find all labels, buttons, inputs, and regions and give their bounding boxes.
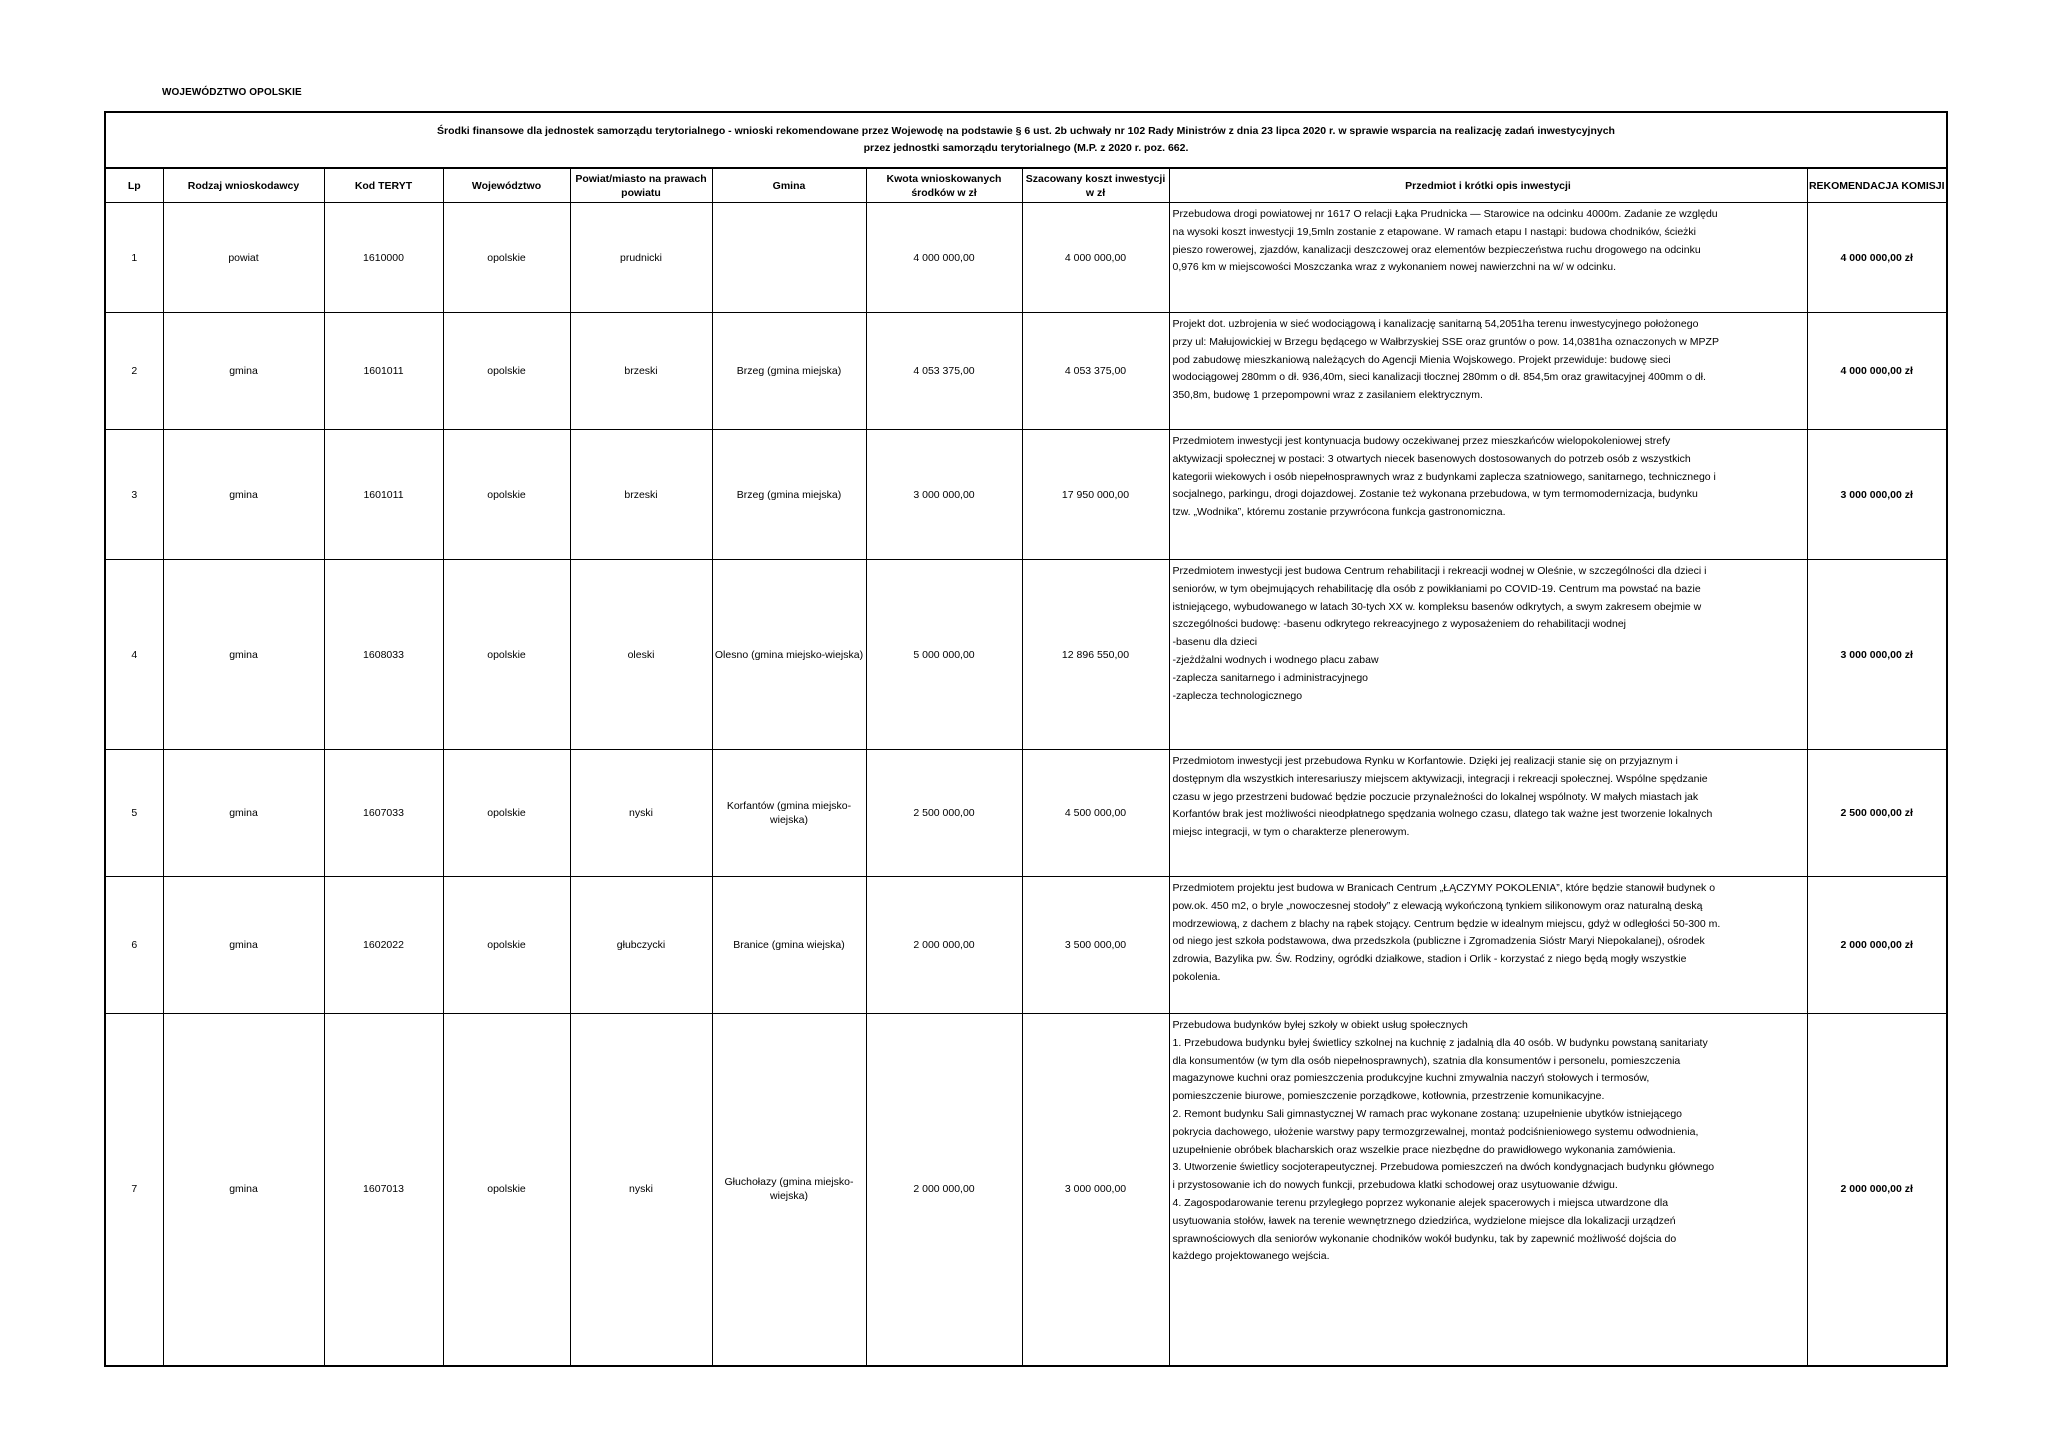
cell-kwota: 5 000 000,00 [866,560,1022,750]
cell-wojewodztwo: opolskie [443,430,570,560]
cell-opis: Przebudowa budynków byłej szkoły w obiekt usług społecznych 1. Przebudowa budynku byłej świetlicy szkolnej na kuchnię z jadalnią dla 40 osób. W budynku powstaną sanitariaty dla konsumentów (w tym dla osób niepełnosprawnych), szatnia dla konsumentów i personelu, pomieszczenia magazynowe kuchni oraz pomieszczenia produkcyjne kuchni zmywalnia naczyń stołowych i termosów, pomieszczenie biurowe, pomieszczenie porządkowe, kotłownia, przestrzenie komunikacyjne. 2. Remont budynku Sali gimnastycznej W ramach prac wykonane zostaną: uzupełnienie ubytków istniejącego pokrycia dachowego, ułożenie warstwy papy termozgrzewalnej, montaż podciśnieniowego systemu odwodnienia, uzupełnienie obróbek blacharskich oraz wszelkie prace niezbędne do prawidłowego wykonania zamówienia. 3. Utworzenie świetlicy socjoterapeutycznej. Przebudowa pomieszczeń na dwóch kondygnacjach budynku głównego i przystosowanie ich do nowych funkcji, przebudowa klatki schodowej oraz usytuowanie dźwigu. 4. Zagospodarowanie terenu przyległego poprzez wykonanie alejek spacerowych i miejsca utwardzone dla usytuowania stołów, ławek na terenie wewnętrznego dziedzińca, wydzielone miejsce dla lokalizacji urządzeń sprawnościowych dla seniorów wykonanie chodników wokół budynku, tak by zapewnić możliwość dojścia do każdego projektowanego wejścia. [1169,1014,1807,1365]
cell-koszt: 3 000 000,00 [1022,1014,1169,1365]
cell-teryt: 1610000 [324,203,443,313]
cell-teryt: 1608033 [324,560,443,750]
table-header-row [106,169,1946,203]
cell-rekomendacja: 2 500 000,00 zł [1807,750,1946,877]
cell-lp: 5 [106,750,163,877]
cell-rodzaj: powiat [163,203,324,313]
cell-powiat: nyski [570,1014,712,1365]
cell-rodzaj: gmina [163,313,324,430]
cell-lp: 2 [106,313,163,430]
region-label: WOJEWÓDZTWO OPOLSKIE [162,87,302,98]
cell-lp: 7 [106,1014,163,1365]
cell-gmina [712,203,866,313]
table-row [106,1014,1946,1365]
cell-gmina: Olesno (gmina miejsko-wiejska) [712,560,866,750]
cell-rodzaj: gmina [163,1014,324,1365]
cell-opis: Przedmiotem inwestycji jest budowa Centrum rehabilitacji i rekreacji wodnej w Oleśnie, w szczególności dla dzieci i seniorów, w tym obejmujących rehabilitację dla osób z powikłaniami po COVID-19. Centrum ma powstać na bazie istniejącego, wybudowanego w latach 30-tych XX w. kompleksu basenów odkrytych, a swym zakresem obejmie w szczególności budowę: -basenu odkrytego rekreacyjnego z wyposażeniem do rehabilitacji wodnej -basenu dla dzieci -zjeżdżalni wodnych i wodnego placu zabaw -zaplecza sanitarnego i administracyjnego -zaplecza technologicznego [1169,560,1807,750]
cell-koszt: 4 053 375,00 [1022,313,1169,430]
table-row [106,313,1946,430]
table-row [106,750,1946,877]
cell-rodzaj: gmina [163,430,324,560]
cell-kwota: 2 000 000,00 [866,877,1022,1014]
header-kwota: Kwota wnioskowanych środków w zł [866,169,1022,203]
cell-lp: 3 [106,430,163,560]
cell-wojewodztwo: opolskie [443,750,570,877]
cell-kwota: 4 053 375,00 [866,313,1022,430]
cell-koszt: 4 000 000,00 [1022,203,1169,313]
table-row [106,203,1946,313]
cell-wojewodztwo: opolskie [443,560,570,750]
cell-opis: Przedmiotem inwestycji jest kontynuacja budowy oczekiwanej przez mieszkańców wielopokoleniowej strefy aktywizacji społecznej w postaci: 3 otwartych niecek basenowych dostosowanych do potrzeb osób z wszystkich kategorii wiekowych i osób niepełnosprawnych wraz z budynkami zaplecza szatniowego, sanitarnego, technicznego i socjalnego, parkingu, drogi dojazdowej. Zostanie też wykonana przebudowa, w tym termomodernizacja, budynku tzw. „Wodnika”, któremu zostanie przywrócona funkcja gastronomiczna. [1169,430,1807,560]
header-wojewodztwo: Województwo [443,169,570,203]
cell-powiat: nyski [570,750,712,877]
cell-koszt: 12 896 550,00 [1022,560,1169,750]
table-row [106,430,1946,560]
cell-powiat: brzeski [570,313,712,430]
cell-teryt: 1602022 [324,877,443,1014]
cell-wojewodztwo: opolskie [443,877,570,1014]
cell-rekomendacja: 3 000 000,00 zł [1807,560,1946,750]
header-gmina: Gmina [712,169,866,203]
cell-rodzaj: gmina [163,560,324,750]
cell-gmina: Korfantów (gmina miejsko-wiejska) [712,750,866,877]
cell-powiat: prudnicki [570,203,712,313]
cell-opis: Projekt dot. uzbrojenia w sieć wodociągową i kanalizację sanitarną 54,2051ha terenu inwestycyjnego położonego przy ul: Małujowickiej w Brzegu będącego w Wałbrzyskiej SSE oraz gruntów o pow. 14,0381ha oznaczonych w MPZP pod zabudowę mieszkaniową należących do Agencji Mienia Wojskowego. Projekt przewiduje: budowę sieci wodociągowej 280mm o dł. 936,40m, sieci kanalizacji tłocznej 280mm o dł. 854,5m oraz grawitacyjnej 400mm o dł. 350,8m, budowę 1 przepompowni wraz z zasilaniem elektrycznym. [1169,313,1807,430]
cell-wojewodztwo: opolskie [443,313,570,430]
cell-koszt: 3 500 000,00 [1022,877,1169,1014]
cell-gmina: Brzeg (gmina miejska) [712,430,866,560]
cell-teryt: 1607033 [324,750,443,877]
cell-wojewodztwo: opolskie [443,203,570,313]
table-row [106,877,1946,1014]
cell-kwota: 2 500 000,00 [866,750,1022,877]
cell-kwota: 4 000 000,00 [866,203,1022,313]
cell-koszt: 17 950 000,00 [1022,430,1169,560]
table-title-line-2: przez jednostki samorządu terytorialnego (M.P. z 2020 r. poz. 662. [863,142,1189,154]
header-opis: Przedmiot i krótki opis inwestycji [1169,169,1807,203]
cell-wojewodztwo: opolskie [443,1014,570,1365]
table-title-line-1: Środki finansowe dla jednostek samorządu terytorialnego - wnioski rekomendowane przez Wojewodę na podstawie § 6 ust. 2b uchwały nr 102 Rady Ministrów z dnia 23 lipca 2020 r. w sprawie wsparcia na realizację zadań inwestycyjnych [437,125,1615,137]
cell-lp: 6 [106,877,163,1014]
cell-powiat: brzeski [570,430,712,560]
cell-teryt: 1601011 [324,430,443,560]
cell-teryt: 1607013 [324,1014,443,1365]
applications-table [106,169,1946,1365]
cell-kwota: 3 000 000,00 [866,430,1022,560]
header-rekomendacja: REKOMENDACJA KOMISJI [1807,169,1946,203]
cell-powiat: oleski [570,560,712,750]
cell-teryt: 1601011 [324,313,443,430]
cell-kwota: 2 000 000,00 [866,1014,1022,1365]
cell-opis: Przedmiotom inwestycji jest przebudowa Rynku w Korfantowie. Dzięki jej realizacji stanie się on przyjaznym i dostępnym dla wszystkich interesariuszy miejscem aktywizacji, integracji i rekreacji społecznej. Wspólne spędzanie czasu w jego przestrzeni budować będzie poczucie przynależności do lokalnej wspólnoty. W małych miastach jak Korfantów brak jest możliwości nieodpłatnego spędzania wolnego czasu, dlatego tak ważne jest tworzenie lokalnych miejsc integracji, w tym o charakterze plenerowym. [1169,750,1807,877]
cell-powiat: głubczycki [570,877,712,1014]
cell-opis: Przebudowa drogi powiatowej nr 1617 O relacji Łąka Prudnicka — Starowice na odcinku 4000m. Zadanie ze względu na wysoki koszt inwestycji 19,5mln zostanie z etapowane. W ramach etapu I nastąpi: budowa chodników, ścieżki pieszo rowerowej, zjazdów, kanalizacji deszczowej oraz elementów bezpieczeństwa ruchu drogowego na odcinku 0,976 km w miejscowości Moszczanka wraz z wykonaniem nowej nawierzchni na w/ w odcinku. [1169,203,1807,313]
header-teryt: Kod TERYT [324,169,443,203]
cell-rodzaj: gmina [163,750,324,877]
header-powiat: Powiat/miasto na prawach powiatu [570,169,712,203]
cell-rekomendacja: 2 000 000,00 zł [1807,877,1946,1014]
cell-gmina: Głuchołazy (gmina miejsko-wiejska) [712,1014,866,1365]
cell-lp: 1 [106,203,163,313]
financial-table-sheet [104,111,1948,1367]
cell-rodzaj: gmina [163,877,324,1014]
cell-koszt: 4 500 000,00 [1022,750,1169,877]
header-rodzaj: Rodzaj wnioskodawcy [163,169,324,203]
cell-gmina: Branice (gmina wiejska) [712,877,866,1014]
cell-opis: Przedmiotem projektu jest budowa w Branicach Centrum „ŁĄCZYMY POKOLENIA”, które będzie stanowił budynek o pow.ok. 450 m2, o bryle „nowoczesnej stodoły” z elewacją wykończoną tynkiem silikonowym oraz naturalną deską modrzewiową, z dachem z blachy na rąbek stojący. Centrum będzie w idealnym miejscu, gdyż w odległości 50-300 m. od niego jest szkoła podstawowa, dwa przedszkola (publiczne i Zgromadzenia Sióstr Maryi Niepokalanej), ośrodek zdrowia, Bazylika pw. Św. Rodziny, ogródki działkowe, stadion i Orlik - korzystać z niego będą mogły wszystkie pokolenia. [1169,877,1807,1014]
cell-rekomendacja: 2 000 000,00 zł [1807,1014,1946,1365]
cell-rekomendacja: 3 000 000,00 zł [1807,430,1946,560]
cell-rekomendacja: 4 000 000,00 zł [1807,203,1946,313]
cell-rekomendacja: 4 000 000,00 zł [1807,313,1946,430]
header-lp: Lp [106,169,163,203]
cell-gmina: Brzeg (gmina miejska) [712,313,866,430]
table-row [106,560,1946,750]
table-title [106,113,1946,169]
cell-lp: 4 [106,560,163,750]
header-koszt: Szacowany koszt inwestycji w zł [1022,169,1169,203]
